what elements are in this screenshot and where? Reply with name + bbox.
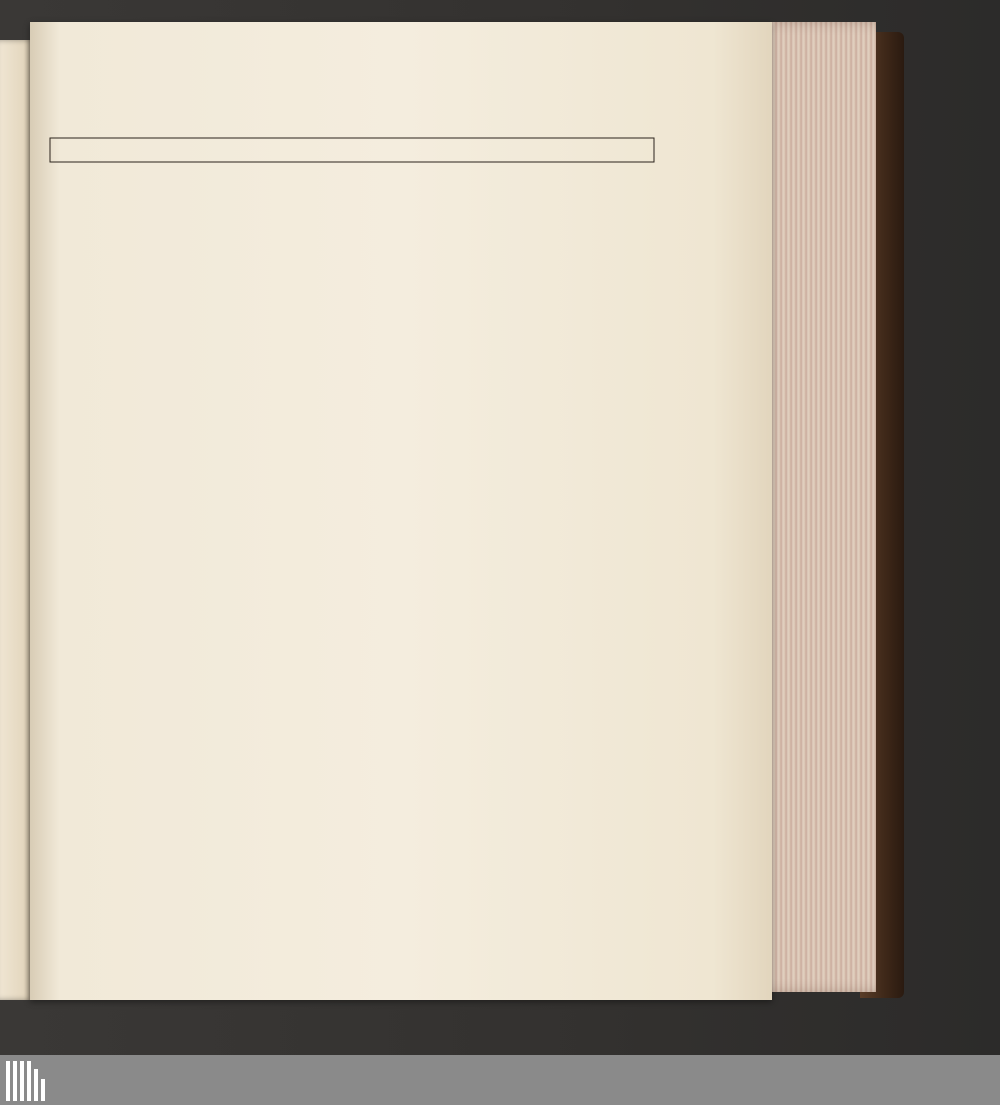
footer-bar bbox=[0, 1055, 1000, 1105]
ornament-band bbox=[48, 118, 656, 188]
left-page-edge bbox=[0, 40, 34, 1000]
library-logo-icon bbox=[4, 1057, 48, 1103]
